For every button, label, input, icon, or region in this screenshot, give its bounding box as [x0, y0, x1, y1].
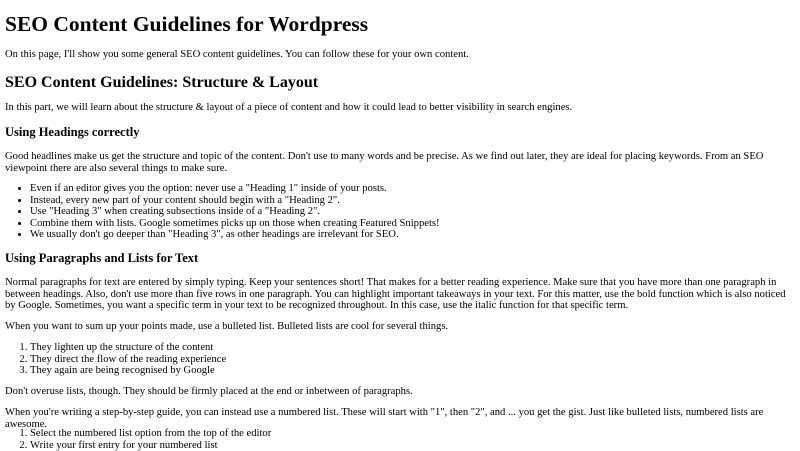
list-item: • We usually don't go deeper than "Heading 3", as other headings are irrelevant for SEO. — [30, 229, 792, 241]
list-item: • Instead, every new part of your content should begin with a "Heading 2". — [30, 195, 792, 207]
section-intro-paragraph: In this part, we will learn about the structure & layout of a piece of content and how it could lead to better visibility in search engines. — [5, 102, 573, 113]
list-item: 2. They direct the flow of the reading experience — [30, 354, 792, 366]
list-item: • Use "Heading 3" when creating subsections inside of a "Heading 2". — [30, 206, 792, 218]
subheading-paragraphs: Using Paragraphs and Lists for Text — [5, 251, 199, 265]
list-item: 3. They again are being recognised by Google — [30, 365, 792, 377]
section-heading-structure: SEO Content Guidelines: Structure & Layout — [5, 74, 319, 91]
subheading-headings: Using Headings correctly — [5, 125, 140, 139]
page-title: SEO Content Guidelines for Wordpress — [5, 12, 369, 36]
bulleted-benefits-list — [5, 342, 792, 377]
intro-paragraph: On this page, I'll show you some general SEO content guidelines. You can follow these for your own content. — [5, 49, 469, 60]
list-item: • Combine them with lists. Google sometimes picks up on those when creating Featured Snippets! — [30, 218, 792, 230]
paragraphs-text-2: When you want to sum up your points made, use a bulleted list. Bulleted lists are cool for several things. — [5, 321, 449, 332]
headings-bullet-list — [5, 183, 792, 241]
list-item: 1. Select the numbered list option from the top of the editor — [30, 428, 792, 440]
list-item: 2. Write your first entry for your numbered list — [30, 440, 792, 451]
paragraphs-text-4: When you're writing a step-by-step guide, you can instead use a numbered list. These will start with "1", then "2", and ... you get the gist. Just like bulleted lists, numbered lists are awesome. — [5, 407, 764, 430]
paragraphs-text-3: Don't overuse lists, though. They should be firmly placed at the end or inbetween of paragraphs. — [5, 386, 413, 397]
headings-paragraph: Good headlines make us get the structure and topic of the content. Don't use to many words and be precise. As we find out later, they are ideal for placing keywords. From an SEO viewpoint there are also several things to make sure. — [5, 151, 764, 174]
numbered-steps-list — [5, 428, 792, 451]
list-item: 1. They lighten up the structure of the content — [30, 342, 792, 354]
paragraphs-text-1: Normal paragraphs for text are entered by simply typing. Keep your sentences short! That makes for a better reading experience. Make sure that you have more than one paragraph in between headings. Also, don't use more than five rows in one paragraph. You can highlight important takeaways in your text. For this matter, use the bold function which is also noticed by Google. Sometimes, you want a specific term in your text to be recognized throughout. In this case, use the italic function for that specific term. — [5, 277, 786, 312]
list-item: • Even if an editor gives you the option: never use a "Heading 1" inside of your posts. — [30, 183, 792, 195]
